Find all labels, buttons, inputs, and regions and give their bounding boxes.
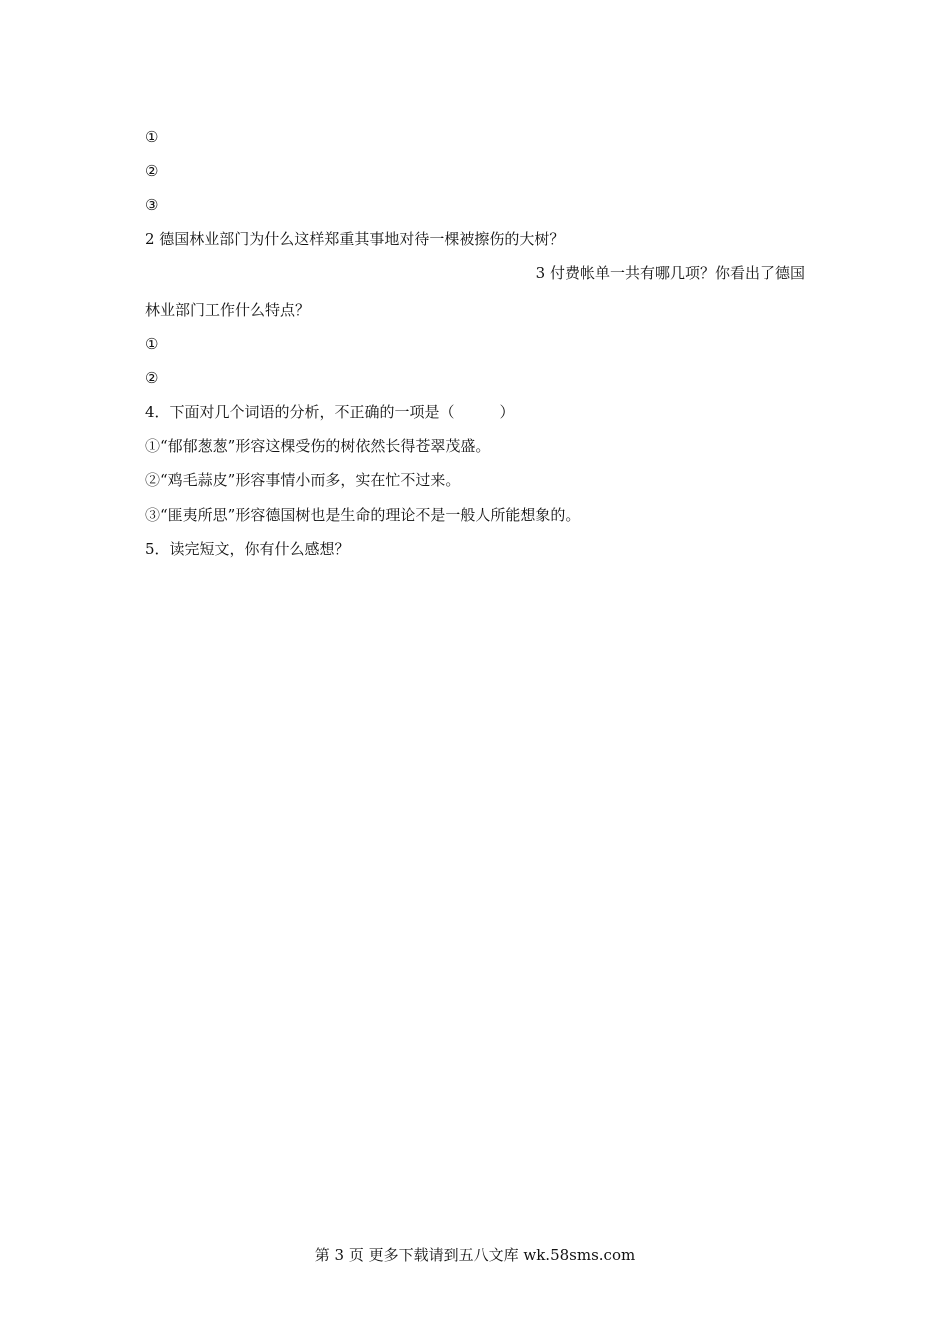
question-4-option-3: ③“匪夷所思”形容德国树也是生命的理论不是一般人所能想象的。 [145,506,581,524]
answer-marker-q3-1: ① [145,335,159,353]
question-5: 5．读完短文，你有什么感想？ [145,540,350,558]
question-3-part-2: 林业部门工作什么特点？ [145,301,311,319]
question-4-option-1: ①“郁郁葱葱”形容这棵受伤的树依然长得苍翠茂盛。 [145,437,491,455]
answer-marker-1: ① [145,128,159,146]
question-4: 4．下面对几个词语的分析，不正确的一项是（ ） [145,403,515,421]
question-2: 2 德国林业部门为什么这样郑重其事地对待一棵被擦伤的大树？ [145,230,565,248]
page-footer: 第 3 页 更多下载请到五八文库 wk.58sms.com [314,1246,636,1264]
answer-marker-3: ③ [145,196,159,214]
answer-marker-q3-2: ② [145,369,159,387]
answer-marker-2: ② [145,162,159,180]
question-4-option-2: ②“鸡毛蒜皮”形容事情小而多，实在忙不过来。 [145,471,461,489]
question-3-part-1: 3 付费帐单一共有哪几项？你看出了德国 [535,264,805,282]
